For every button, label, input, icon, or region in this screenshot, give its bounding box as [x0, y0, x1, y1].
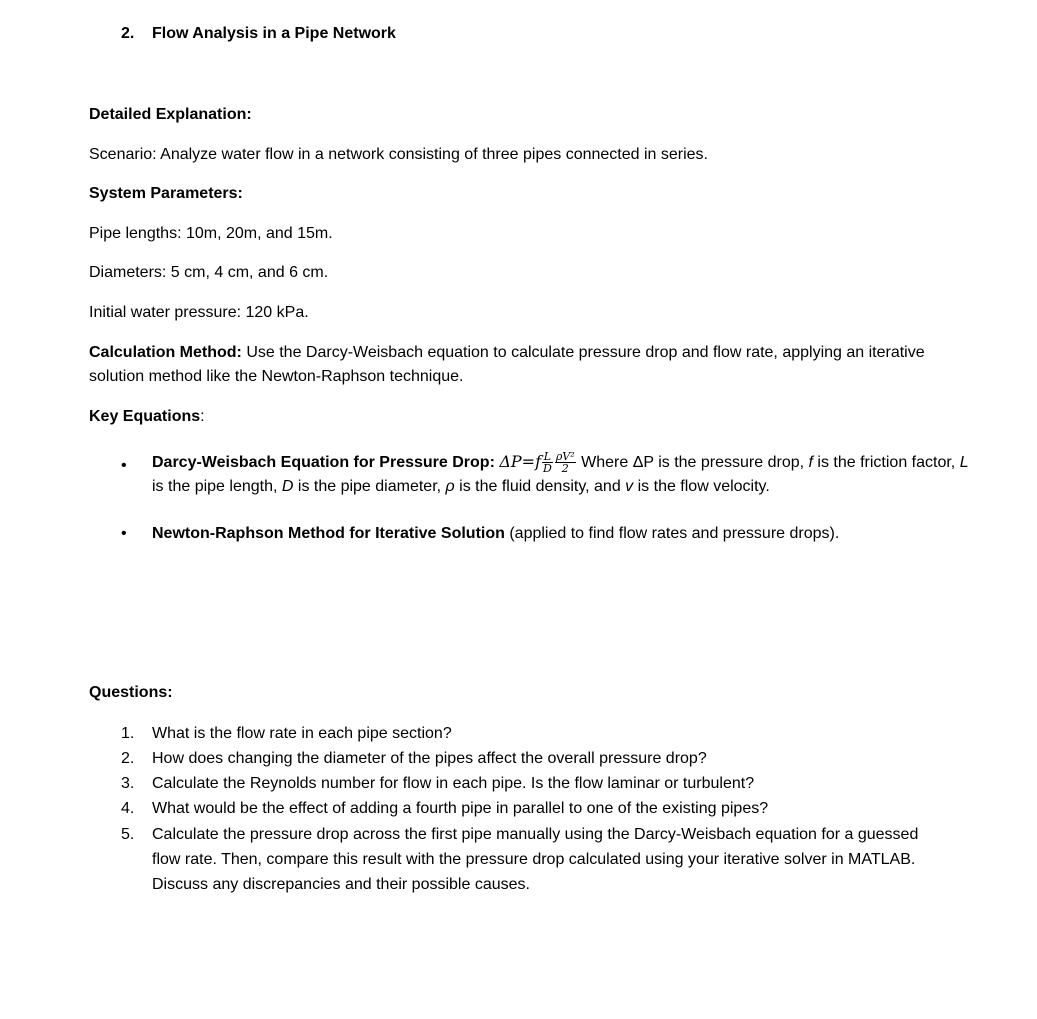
- calculation-method-label: Calculation Method:: [89, 344, 242, 361]
- question-item: Calculate the Reynolds number for flow in each pipe. Is the flow laminar or turbulent?: [152, 775, 755, 792]
- newton-raphson-text: (applied to find flow rates and pressure drops).: [504, 525, 840, 542]
- question-number: 1.: [121, 725, 135, 742]
- symbol-d: D: [281, 478, 294, 495]
- key-equations-heading: [89, 405, 969, 429]
- fraction-denominator: D: [543, 462, 552, 476]
- question-number: 5.: [121, 826, 135, 843]
- key-equations-colon: :: [200, 408, 205, 425]
- questions-title: Questions:: [89, 684, 173, 701]
- symbol-v: v: [625, 478, 634, 495]
- fraction-rho-v2-over-2: [555, 451, 576, 474]
- symbol-f: f: [808, 454, 813, 471]
- initial-pressure-text: Initial water pressure: 120 kPa.: [89, 304, 309, 321]
- explanation-title: Detailed Explanation:: [89, 106, 252, 123]
- symbol-rho: ρ: [445, 478, 455, 495]
- question-number: 4.: [121, 800, 135, 817]
- definition-text: is the flow velocity.: [633, 478, 770, 495]
- question-item: Calculate the pressure drop across the first pipe manually using the Darcy-Weisbach equation for a guessed flow rate. Then, compare this result with the pressure drop calculated using your iterative solver in MATLAB. Discuss any discrepancies and their possible causes.: [152, 826, 919, 893]
- definition-text: is the fluid density, and: [454, 478, 626, 495]
- system-parameters-title: System Parameters:: [89, 185, 243, 202]
- diameters-text: Diameters: 5 cm, 4 cm, and 6 cm.: [89, 264, 329, 281]
- fraction-numerator: ρV²: [555, 450, 575, 464]
- equation-prefix: ΔP=f: [499, 452, 542, 471]
- section-title: Flow Analysis in a Pipe Network: [152, 25, 396, 42]
- calculation-method-paragraph: [89, 341, 969, 389]
- pipe-lengths-text: Pipe lengths: 10m, 20m, and 15m.: [89, 225, 333, 242]
- question-item: How does changing the diameter of the pipes affect the overall pressure drop?: [152, 750, 707, 767]
- symbol-l: L: [959, 454, 969, 471]
- fraction-l-over-d: [542, 451, 553, 474]
- fraction-numerator: L: [543, 450, 552, 464]
- question-number: 3.: [121, 775, 135, 792]
- key-equations-label: Key Equations: [89, 408, 201, 425]
- newton-raphson-item: [152, 522, 972, 546]
- question-number: 2.: [121, 750, 135, 767]
- definition-text: is the pipe length,: [152, 478, 282, 495]
- where-text: Where ΔP is the pressure drop,: [576, 454, 809, 471]
- section-number: 2.: [121, 25, 135, 42]
- definition-text: is the friction factor,: [812, 454, 960, 471]
- calculation-method-text: Use the Darcy-Weisbach equation to calculate pressure drop and flow rate, applying an iterative solution method like the Newton-Raphson technique.: [89, 344, 925, 385]
- question-item: What would be the effect of adding a fourth pipe in parallel to one of the existing pipes?: [152, 800, 769, 817]
- question-item: What is the flow rate in each pipe section?: [152, 725, 452, 742]
- darcy-weisbach-label: Darcy-Weisbach Equation for Pressure Drop:: [152, 454, 495, 471]
- bullet-icon: •: [121, 457, 127, 474]
- scenario-text: Scenario: Analyze water flow in a network consisting of three pipes connected in series.: [89, 146, 708, 163]
- bullet-icon: •: [121, 525, 127, 542]
- newton-raphson-label: Newton-Raphson Method for Iterative Solution: [152, 525, 505, 542]
- darcy-weisbach-item: [152, 450, 972, 499]
- definition-text: is the pipe diameter,: [293, 478, 446, 495]
- fraction-denominator: 2: [561, 462, 569, 476]
